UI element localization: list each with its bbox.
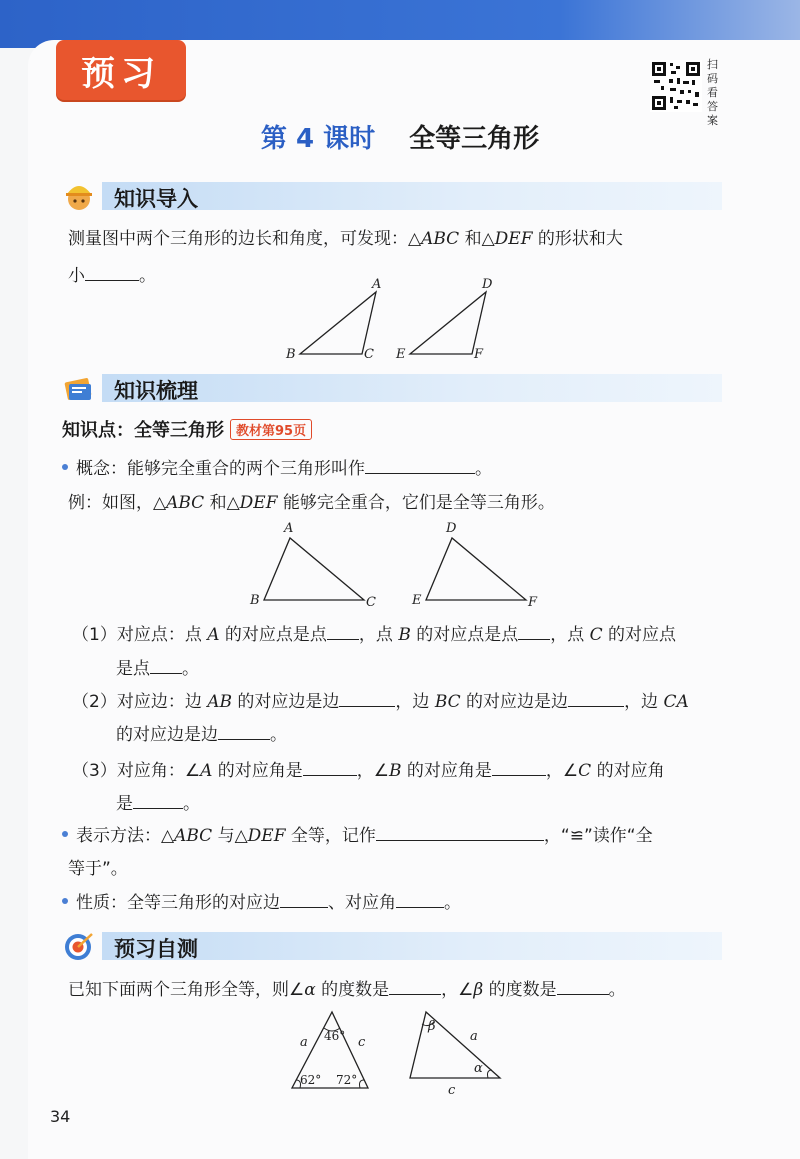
side-label-a: a xyxy=(470,1029,478,1044)
q3-line-2: 是 。 xyxy=(116,790,200,817)
test-triangles-figure xyxy=(280,1006,520,1098)
answer-blank[interactable] xyxy=(492,757,546,776)
answer-blank[interactable] xyxy=(303,757,357,776)
page-number: 34 xyxy=(50,1107,71,1126)
answer-blank[interactable] xyxy=(389,976,441,995)
vertex-label-b: B xyxy=(286,347,296,362)
qr-code-icon[interactable] xyxy=(650,60,702,112)
vertex-label-c: C xyxy=(366,595,376,610)
triangle-abc xyxy=(300,292,376,354)
triangle-2 xyxy=(410,1012,500,1078)
lesson-number: 第 4 课时 xyxy=(260,124,376,154)
preview-badge: 预习 xyxy=(56,40,186,100)
bullet-icon xyxy=(62,898,68,904)
section-test-header xyxy=(62,930,722,960)
qr-label: 扫码看答案 xyxy=(707,58,718,127)
vertex-label-b: B xyxy=(250,593,260,608)
target-icon xyxy=(62,930,96,962)
section-sort-header xyxy=(62,372,722,402)
answer-blank[interactable] xyxy=(568,688,624,707)
intro-line-2: 小 。 xyxy=(68,262,156,289)
test-question: 已知下面两个三角形全等，则∠α 的度数是 ，∠β 的度数是 。 xyxy=(68,976,626,1003)
answer-blank[interactable] xyxy=(365,455,475,474)
q1-line-1: （1）对应点：点 A 的对应点是点 ，点 B 的对应点是点 ，点 C 的对应点 xyxy=(72,621,676,648)
concept-line: 概念：能够完全重合的两个三角形叫作 。 xyxy=(62,455,492,482)
q1-line-2: 是点 。 xyxy=(116,655,199,682)
vertex-label-c: C xyxy=(364,347,374,362)
page-title xyxy=(0,118,800,155)
section-intro-header xyxy=(62,180,722,210)
lesson-title: 全等三角形 xyxy=(409,124,540,154)
triangle-def xyxy=(426,538,526,600)
property-line: 性质：全等三角形的对应边 、对应角 。 xyxy=(62,889,461,916)
angle-label-beta: β xyxy=(428,1019,436,1034)
bullet-icon xyxy=(62,831,68,837)
worker-icon xyxy=(62,180,96,212)
vertex-label-e: E xyxy=(396,347,406,362)
vertex-label-a: A xyxy=(372,277,382,292)
intro-triangles-figure xyxy=(280,274,520,366)
answer-blank[interactable] xyxy=(376,822,544,841)
vertex-label-a: A xyxy=(284,521,294,536)
intro-line-1: 测量图中两个三角形的边长和角度，可发现：△ABC 和△DEF 的形状和大 xyxy=(68,229,623,249)
section-sort-title: 知识梳理 xyxy=(114,379,198,403)
example-triangles-figure xyxy=(240,516,560,612)
example-line: 例：如图，△ABC 和△DEF 能够完全重合，它们是全等三角形。 xyxy=(68,493,555,513)
knowledge-point-heading: 知识点：全等三角形 教材第95页 xyxy=(62,416,312,442)
angle-label-72: 72° xyxy=(336,1073,358,1087)
notation-line-1: 表示方法：△ABC 与△DEF 全等，记作 ，“≌”读作“全 xyxy=(62,822,653,849)
textbook-page-ref: 教材第95页 xyxy=(230,419,312,440)
vertex-label-f: F xyxy=(474,347,484,362)
book-icon xyxy=(62,372,96,404)
notation-line-2: 等于”。 xyxy=(68,859,128,879)
bullet-icon xyxy=(62,464,68,470)
side-label-c: c xyxy=(448,1083,456,1098)
vertex-label-f: F xyxy=(528,595,538,610)
vertex-label-d: D xyxy=(482,277,493,292)
section-intro-title: 知识导入 xyxy=(114,187,198,211)
answer-blank[interactable] xyxy=(339,688,395,707)
answer-blank[interactable] xyxy=(396,889,444,908)
answer-blank[interactable] xyxy=(557,976,609,995)
answer-blank[interactable] xyxy=(218,721,270,740)
section-test-title: 预习自测 xyxy=(114,937,198,961)
answer-blank[interactable] xyxy=(518,621,550,640)
vertex-label-d: D xyxy=(446,521,457,536)
q2-line-1: （2）对应边：边 AB 的对应边是边 ，边 BC 的对应边是边 ，边 CA xyxy=(72,688,689,715)
angle-label-alpha: α xyxy=(474,1061,483,1076)
answer-blank[interactable] xyxy=(150,655,182,674)
angle-label-62: 62° xyxy=(300,1073,322,1087)
triangle-def xyxy=(410,292,486,354)
angle-label-46: 46° xyxy=(324,1029,346,1043)
answer-blank[interactable] xyxy=(327,621,359,640)
triangle-abc xyxy=(264,538,364,600)
q3-line-1: （3）对应角：∠A 的对应角是 ，∠B 的对应角是 ，∠C 的对应角 xyxy=(72,757,665,784)
side-label-c: c xyxy=(358,1035,366,1050)
q2-line-2: 的对应边是边 。 xyxy=(116,721,287,748)
side-label-a: a xyxy=(300,1035,308,1050)
vertex-label-e: E xyxy=(412,593,422,608)
answer-blank[interactable] xyxy=(133,790,183,809)
answer-blank[interactable] xyxy=(85,262,139,281)
answer-blank[interactable] xyxy=(280,889,328,908)
